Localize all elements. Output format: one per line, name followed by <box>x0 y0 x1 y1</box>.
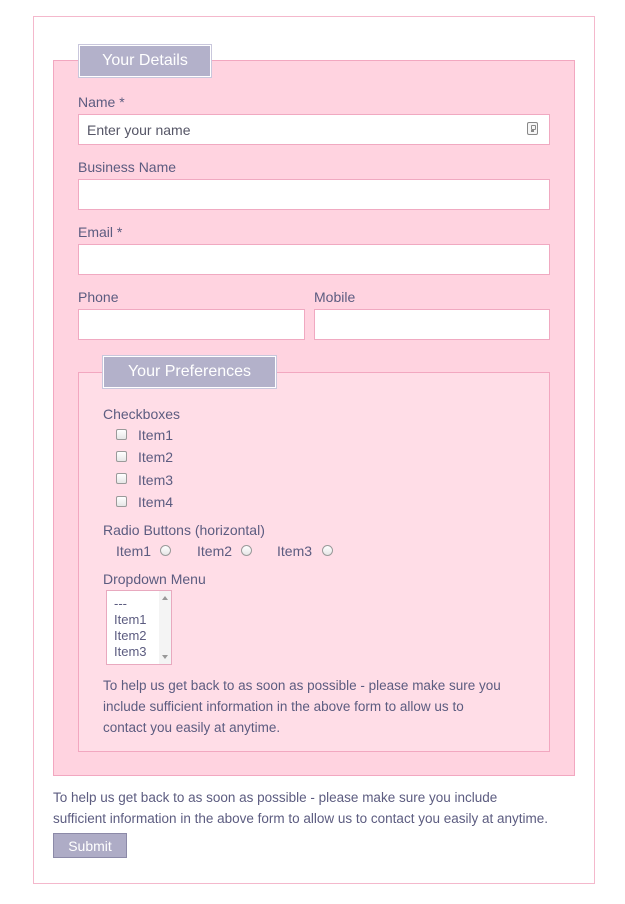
business-name-label: Business Name <box>78 159 177 175</box>
dropdown-scrollbar[interactable] <box>159 591 171 664</box>
help-text-line: To help us get back to as soon as possible - please make sure you <box>103 678 501 693</box>
radio-item3-label[interactable]: Item3 <box>277 543 313 559</box>
radio-item1[interactable] <box>160 545 171 556</box>
checkbox-item2[interactable] <box>116 451 127 462</box>
radio-buttons-label: Radio Buttons (horizontal) <box>103 522 265 538</box>
help-text-line: include sufficient information in the above form to allow us to <box>103 699 464 714</box>
help-text-line: sufficient information in the above form to allow us to contact you easily at anytime. <box>53 811 549 826</box>
checkbox-item1[interactable] <box>116 429 127 440</box>
dropdown-label: Dropdown Menu <box>103 571 206 587</box>
help-text-line: To help us get back to as soon as possible - please make sure you include <box>53 790 498 805</box>
help-text-line: contact you easily at anytime. <box>103 720 281 735</box>
checkbox-item4[interactable] <box>116 496 127 507</box>
mobile-label: Mobile <box>314 289 356 305</box>
dropdown-option[interactable]: Item3 <box>114 644 147 659</box>
phone-label: Phone <box>78 289 119 305</box>
email-label: Email * <box>78 224 123 240</box>
dropdown-option[interactable]: --- <box>114 596 127 611</box>
email-input[interactable] <box>78 244 550 275</box>
footer-help-text <box>53 787 548 829</box>
dropdown-listbox[interactable] <box>106 590 172 665</box>
radio-item2-label[interactable]: Item2 <box>197 543 233 559</box>
checkbox-item3[interactable] <box>116 473 127 484</box>
submit-button[interactable]: Submit <box>53 833 127 858</box>
radio-item1-label[interactable]: Item1 <box>116 543 152 559</box>
checkbox-item4-label[interactable]: Item4 <box>138 494 174 510</box>
contact-card-icon[interactable] <box>527 122 538 135</box>
radio-item2[interactable] <box>241 545 252 556</box>
details-legend: Your Details <box>79 45 211 77</box>
dropdown-option[interactable]: Item2 <box>114 628 147 643</box>
checkbox-item3-label[interactable]: Item3 <box>138 472 174 488</box>
checkboxes-label: Checkboxes <box>103 406 181 422</box>
radio-item3[interactable] <box>322 545 333 556</box>
preferences-legend: Your Preferences <box>103 356 276 388</box>
scroll-down-arrow-icon[interactable] <box>162 655 168 659</box>
name-label: Name * <box>78 94 125 110</box>
preferences-help-text <box>103 675 501 738</box>
checkbox-item1-label[interactable]: Item1 <box>138 427 174 443</box>
name-input[interactable] <box>78 114 550 145</box>
phone-input[interactable] <box>78 309 305 340</box>
business-name-input[interactable] <box>78 179 550 210</box>
mobile-input[interactable] <box>314 309 550 340</box>
checkbox-item2-label[interactable]: Item2 <box>138 449 174 465</box>
scroll-up-arrow-icon[interactable] <box>162 596 168 600</box>
dropdown-option[interactable]: Item1 <box>114 612 147 627</box>
